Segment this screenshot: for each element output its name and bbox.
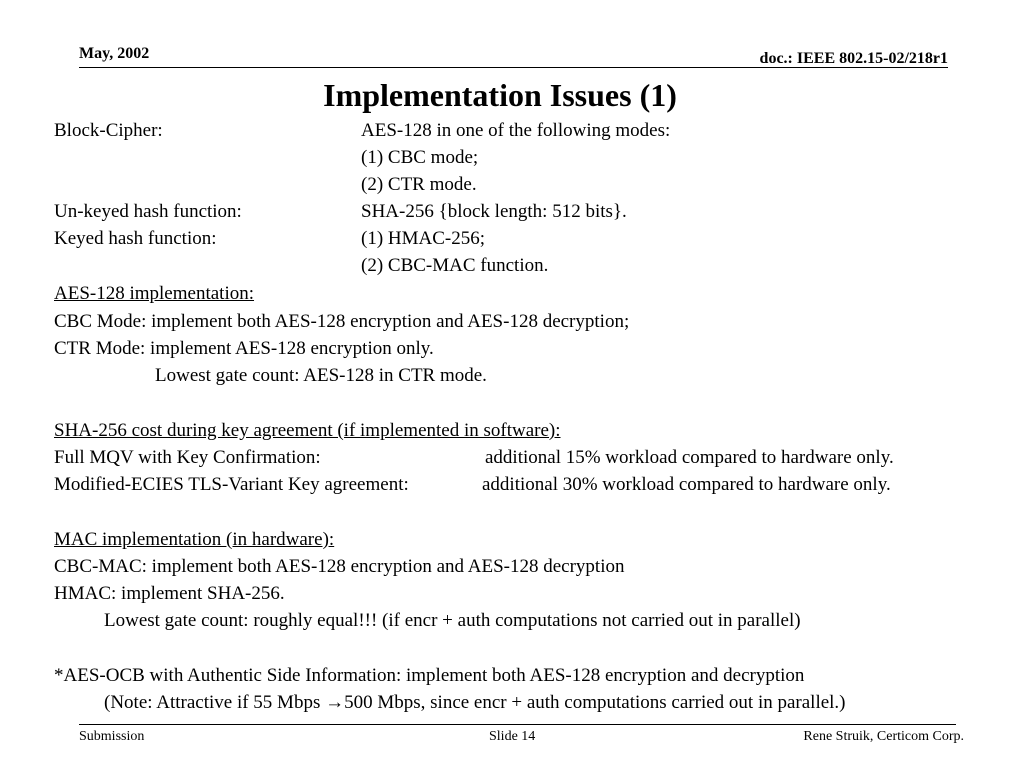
ocb-note bbox=[104, 689, 846, 716]
cbc-mac-line: CBC-MAC: implement both AES-128 encryption and AES-128 decryption bbox=[54, 556, 625, 577]
keyed-hash-1: (1) HMAC-256; bbox=[361, 228, 486, 249]
footer-slide-number: Slide 14 bbox=[489, 729, 536, 744]
hmac-line: HMAC: implement SHA-256. bbox=[54, 583, 285, 604]
keyed-hash-label: Keyed hash function: bbox=[54, 228, 217, 249]
block-cipher-label: Block-Cipher: bbox=[54, 120, 163, 141]
sha-heading: SHA-256 cost during key agreement (if implemented in software): bbox=[54, 420, 561, 441]
aes-heading: AES-128 implementation: bbox=[54, 283, 255, 304]
cipher-mode-2: (2) CTR mode. bbox=[361, 174, 477, 195]
right-arrow-icon: → bbox=[325, 692, 345, 713]
hash-label: Un-keyed hash function: bbox=[54, 201, 242, 222]
aes-cbc-line: CBC Mode: implement both AES-128 encryption and AES-128 decryption; bbox=[54, 311, 630, 332]
header-doc-id: doc.: IEEE 802.15-02/218r1 bbox=[759, 50, 948, 67]
ecies-label: Modified-ECIES TLS-Variant Key agreement: bbox=[54, 474, 409, 495]
ecies-value: additional 30% workload compared to hardware only. bbox=[482, 474, 891, 495]
header-rule bbox=[79, 67, 948, 68]
block-cipher-value: AES-128 in one of the following modes: bbox=[361, 120, 671, 141]
footer-rule bbox=[79, 724, 956, 725]
ocb-line: *AES-OCB with Authentic Side Information: implement both AES-128 encryption and decryption bbox=[54, 665, 805, 686]
cipher-mode-1: (1) CBC mode; bbox=[361, 147, 479, 168]
mqv-label: Full MQV with Key Confirmation: bbox=[54, 447, 321, 468]
mac-heading: MAC implementation (in hardware): bbox=[54, 529, 335, 550]
aes-ctr-line: CTR Mode: implement AES-128 encryption only. bbox=[54, 338, 434, 359]
aes-note: Lowest gate count: AES-128 in CTR mode. bbox=[155, 365, 487, 386]
footer-author: Rene Struik, Certicom Corp. bbox=[803, 729, 964, 744]
mac-note: Lowest gate count: roughly equal!!! (if encr + auth computations not carried out in parallel) bbox=[104, 610, 801, 631]
slide-title: Implementation Issues (1) bbox=[323, 77, 677, 113]
ocb-note-before: (Note: Attractive if 55 Mbps bbox=[104, 692, 326, 713]
ocb-note-after: 500 Mbps, since encr + auth computations carried out in parallel.) bbox=[344, 692, 846, 713]
header-date: May, 2002 bbox=[79, 45, 150, 62]
footer-submission: Submission bbox=[79, 729, 145, 744]
mqv-value: additional 15% workload compared to hardware only. bbox=[485, 447, 894, 468]
hash-value: SHA-256 {block length: 512 bits}. bbox=[361, 201, 627, 222]
keyed-hash-2: (2) CBC-MAC function. bbox=[361, 255, 549, 276]
